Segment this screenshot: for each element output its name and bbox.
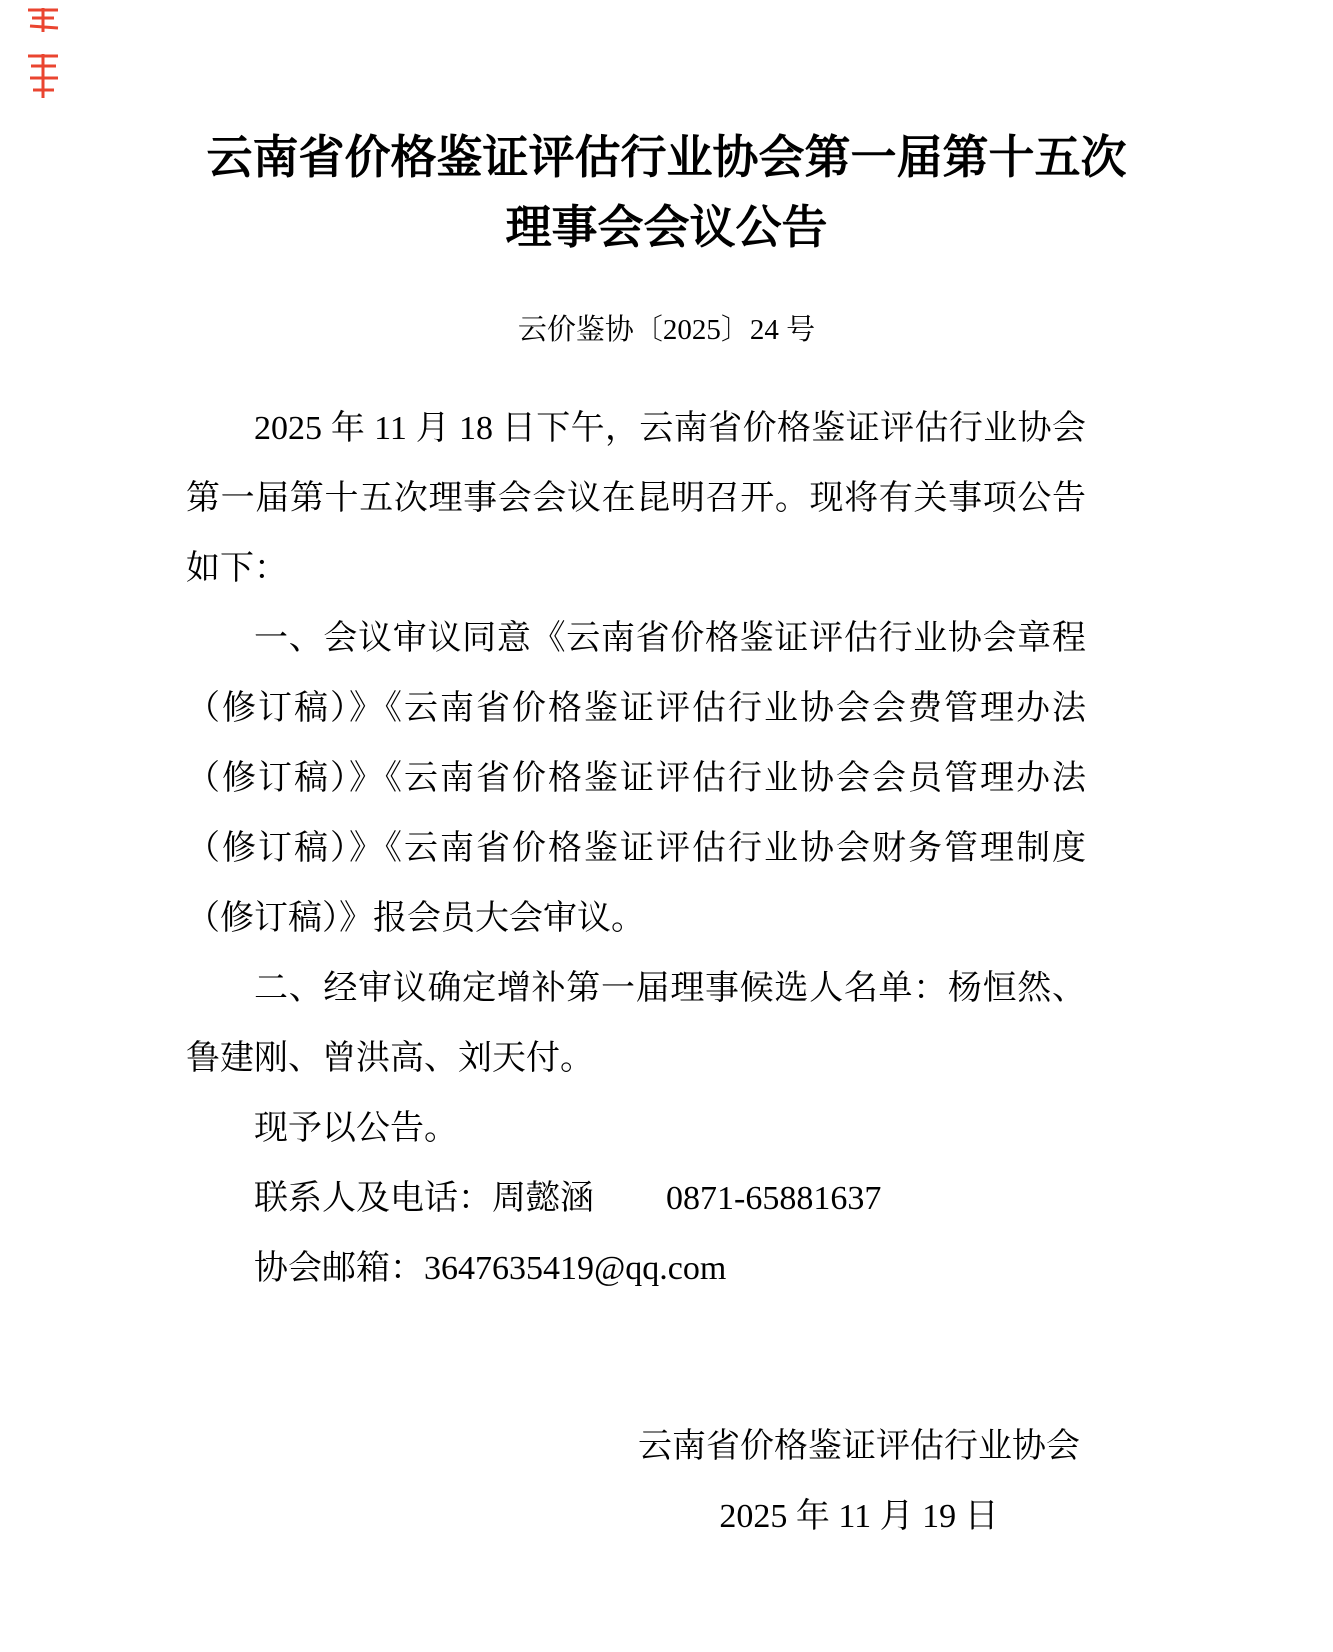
signature-date: 2025 年 11 月 19 日 [719, 1498, 999, 1535]
document-title [100, 0, 1233, 263]
contact-person: 周懿涵 [492, 1180, 594, 1217]
contact-phone-label: 联系人及电话： [254, 1180, 492, 1217]
document-number: 云价鉴协〔2025〕24 号 [517, 314, 816, 346]
paragraph-item-1: 一、会议审议同意《云南省价格鉴证评估行业协会章程（修订稿）》《云南省价格鉴证评估行业协会会费管理办法（修订稿）》《云南省价格鉴证评估行业协会会员管理办法（修订稿）》《云南省价格鉴证评估行业协会财务管理制度（修订稿）》报会员大会审议。 [186, 620, 1086, 937]
signature-block [638, 1412, 1080, 1552]
document-body [186, 394, 1086, 1304]
contact-phone-number: 0871-65881637 [666, 1180, 882, 1217]
document-title-line-1: 云南省价格鉴证评估行业协会第一届第十五次 [206, 132, 1127, 183]
signature-org: 云南省价格鉴证评估行业协会 [638, 1428, 1080, 1465]
red-corner-marks-icon [24, 4, 64, 104]
paragraph-intro: 2025 年 11 月 18 日下午，云南省价格鉴证评估行业协会第一届第十五次理事会会议在昆明召开。现将有关事项公告如下： [186, 410, 1086, 587]
paragraph-item-2: 二、经审议确定增补第一届理事候选人名单：杨恒然、鲁建刚、曾洪高、刘天付。 [186, 970, 1086, 1077]
contact-email-label: 协会邮箱： [254, 1250, 424, 1287]
paragraph-closing: 现予以公告。 [254, 1110, 458, 1147]
contact-email-line [186, 1234, 1086, 1304]
document-title-line-2: 理事会会议公告 [505, 202, 828, 253]
contact-email-address: 3647635419@qq.com [424, 1250, 727, 1287]
contact-phone-line [186, 1164, 1086, 1234]
